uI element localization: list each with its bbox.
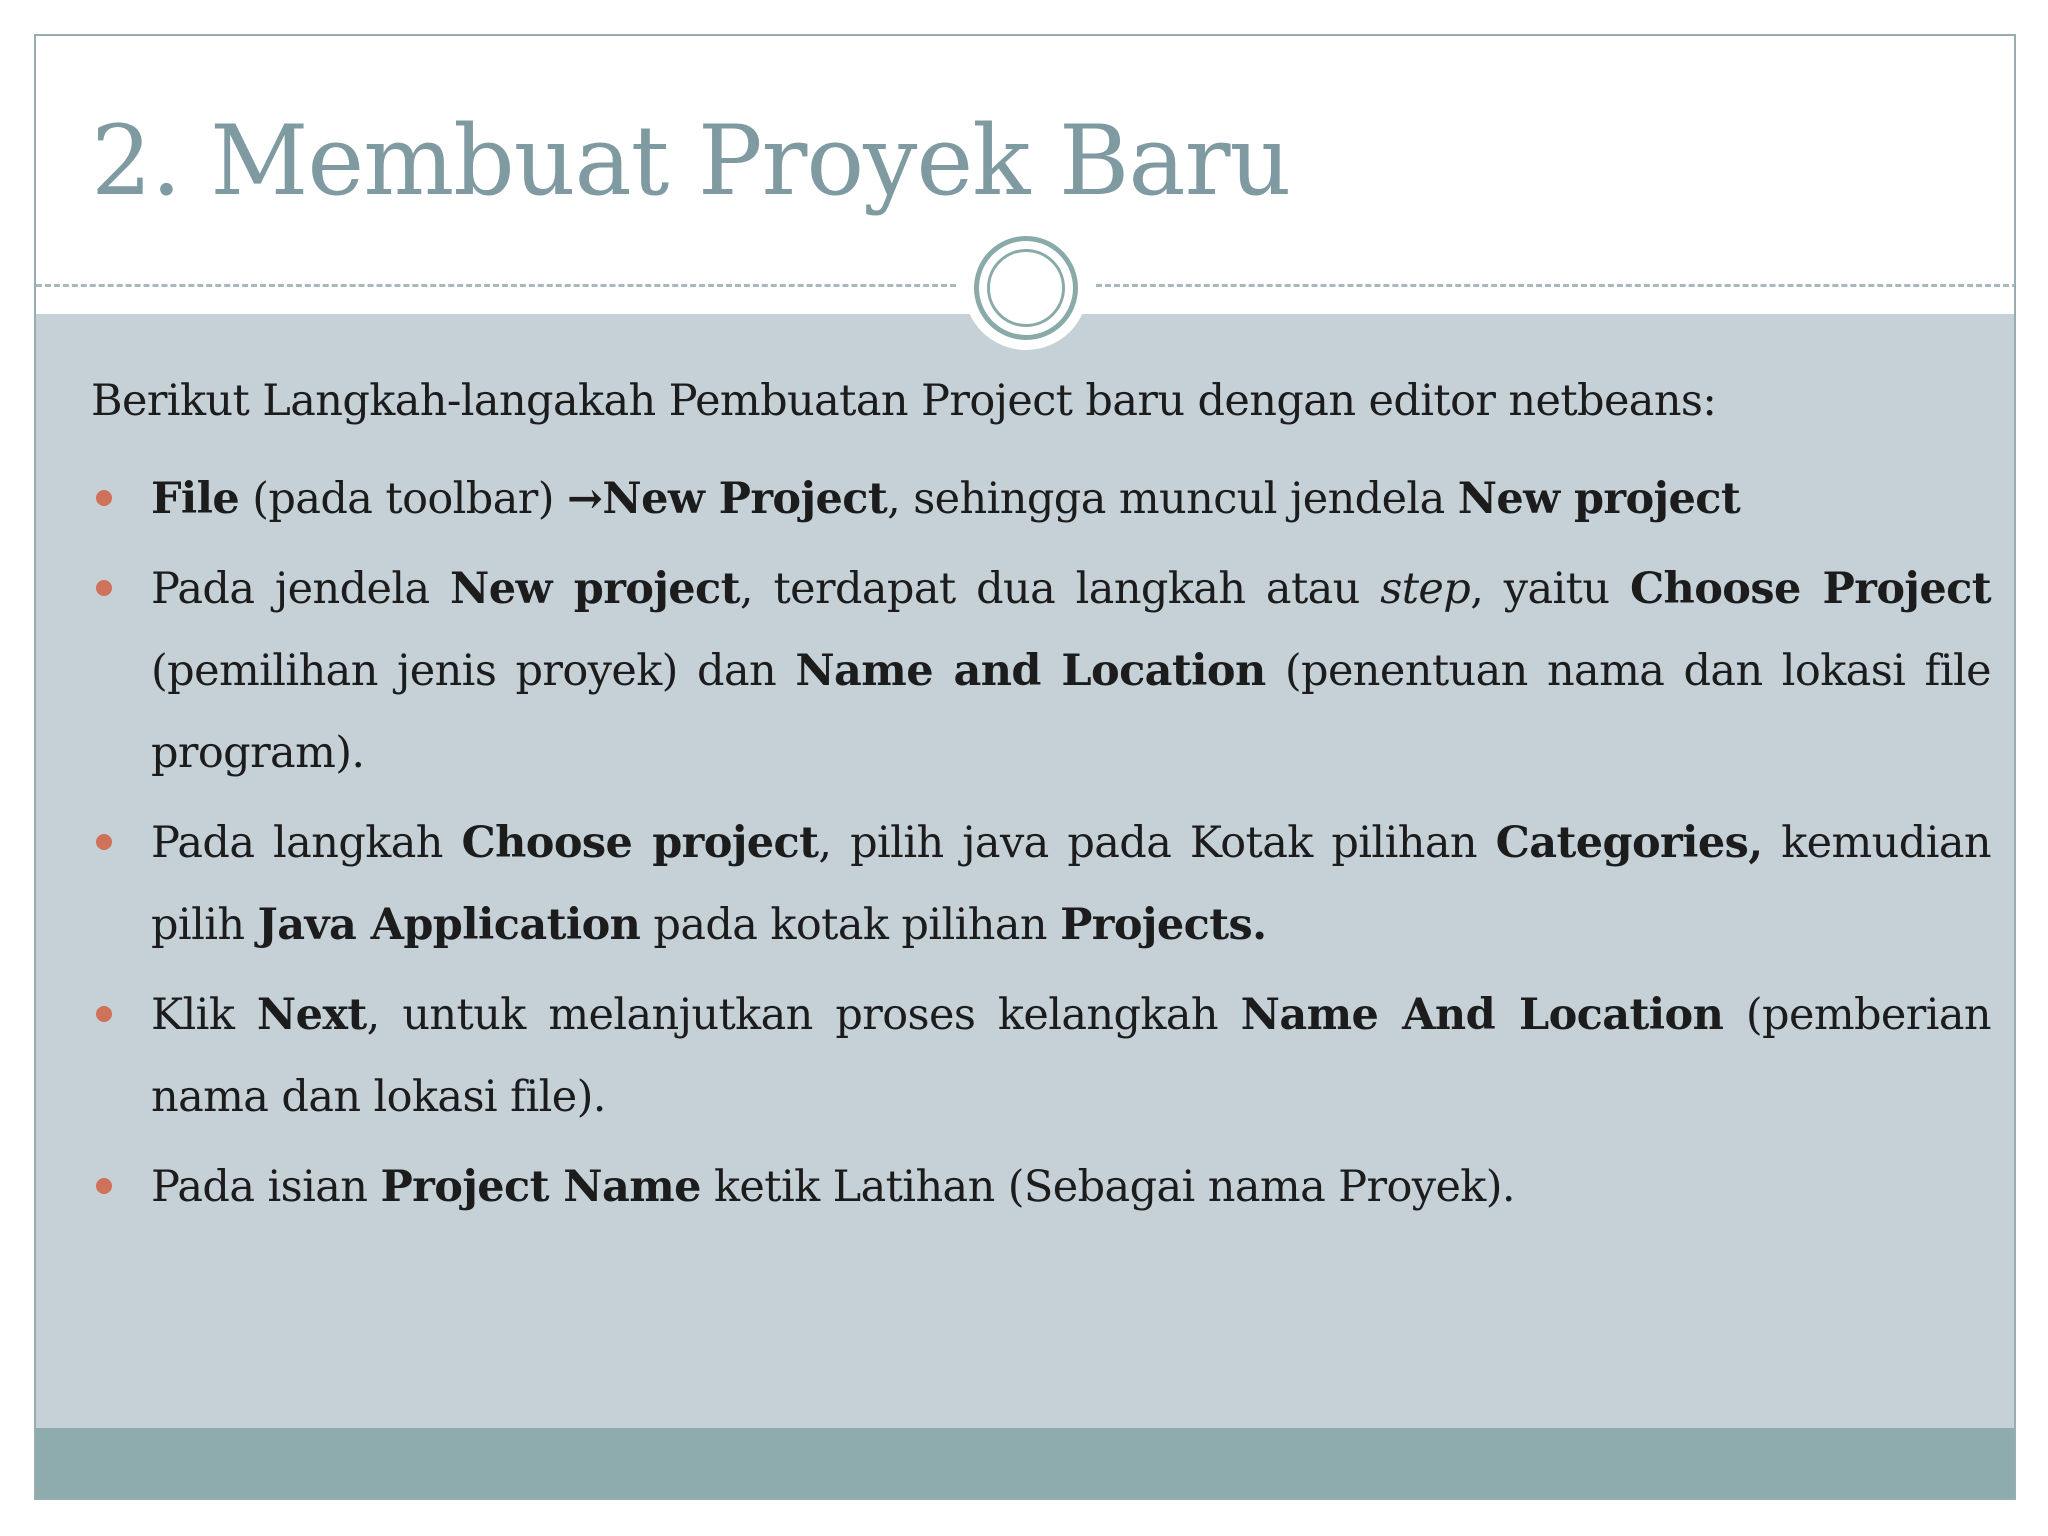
bullet-segment: Klik — [151, 990, 257, 1040]
slide-title: 2. Membuat Proyek Baru — [91, 105, 1291, 217]
bullet-segment: Categories, — [1495, 818, 1763, 868]
bullet-text — [151, 990, 1991, 1122]
body-text — [91, 366, 1991, 1236]
bullet-segment: kemudian pilih — [151, 818, 1991, 950]
ring-icon — [974, 236, 1078, 340]
bullet-text — [151, 564, 1991, 778]
bullet-segment: (penentuan nama dan lokasi file program). — [151, 646, 1991, 778]
bullet-segment: pada kotak pilihan — [640, 900, 1061, 950]
bullet-dot-icon — [96, 580, 112, 596]
bullet-segment: Name And Location — [1240, 990, 1724, 1040]
bullet-segment: , sehingga muncul jendela — [887, 474, 1458, 524]
bullet-segment: Choose Project — [1629, 564, 1991, 614]
bullet-item — [91, 974, 1991, 1138]
bullet-segment: (pemberian nama dan lokasi file). — [151, 990, 1992, 1122]
bullet-dot-icon — [96, 1178, 112, 1194]
bullet-dot-icon — [96, 1006, 112, 1022]
slide — [34, 34, 2016, 1500]
bullet-segment: File — [151, 474, 240, 524]
footer-band — [36, 1428, 2014, 1498]
intro-text: Berikut Langkah-langakah Pembuatan Project baru dengan editor netbeans: — [91, 376, 1717, 426]
bullet-segment: ketik Latihan (Sebagai nama Proyek). — [700, 1162, 1515, 1212]
title-divider-right — [1096, 284, 2016, 287]
bullet-item — [91, 1146, 1991, 1228]
bullet-segment: Projects. — [1060, 900, 1267, 950]
bullet-dot-icon — [96, 834, 112, 850]
bullet-segment: (pada toolbar) — [239, 474, 567, 524]
inner-ring — [987, 249, 1065, 327]
bullet-text — [151, 818, 1991, 950]
bullet-segment: Pada isian — [151, 1162, 381, 1212]
bullet-text — [151, 474, 1740, 524]
bullet-segment: (pemilihan jenis proyek) dan — [151, 646, 796, 696]
bullet-segment: →New Project — [566, 474, 888, 524]
bullet-list — [91, 458, 1991, 1228]
bullet-segment: Project Name — [380, 1162, 701, 1212]
title-divider-left — [36, 284, 956, 287]
bullet-segment: Pada jendela — [151, 564, 451, 614]
bullet-segment: New project — [1457, 474, 1741, 524]
bullet-segment: Java Application — [257, 900, 641, 950]
bullet-item — [91, 548, 1991, 794]
bullet-segment: New project — [450, 564, 740, 614]
bullet-segment: , terdapat dua langkah atau — [739, 564, 1381, 614]
bullet-segment: Pada langkah — [151, 818, 462, 868]
bullet-segment: step — [1380, 564, 1471, 614]
bullet-text — [151, 1162, 1515, 1212]
bullet-dot-icon — [96, 490, 112, 506]
bullet-item — [91, 802, 1991, 966]
bullet-segment: , pilih java pada Kotak pilihan — [818, 818, 1496, 868]
bullet-segment: , yaitu — [1470, 564, 1630, 614]
bullet-item — [91, 458, 1991, 540]
bullet-segment: Choose project — [461, 818, 819, 868]
bullet-segment: Next — [256, 990, 367, 1040]
bullet-segment: Name and Location — [795, 646, 1266, 696]
bullet-segment: , untuk melanjutkan proses kelangkah — [366, 990, 1241, 1040]
